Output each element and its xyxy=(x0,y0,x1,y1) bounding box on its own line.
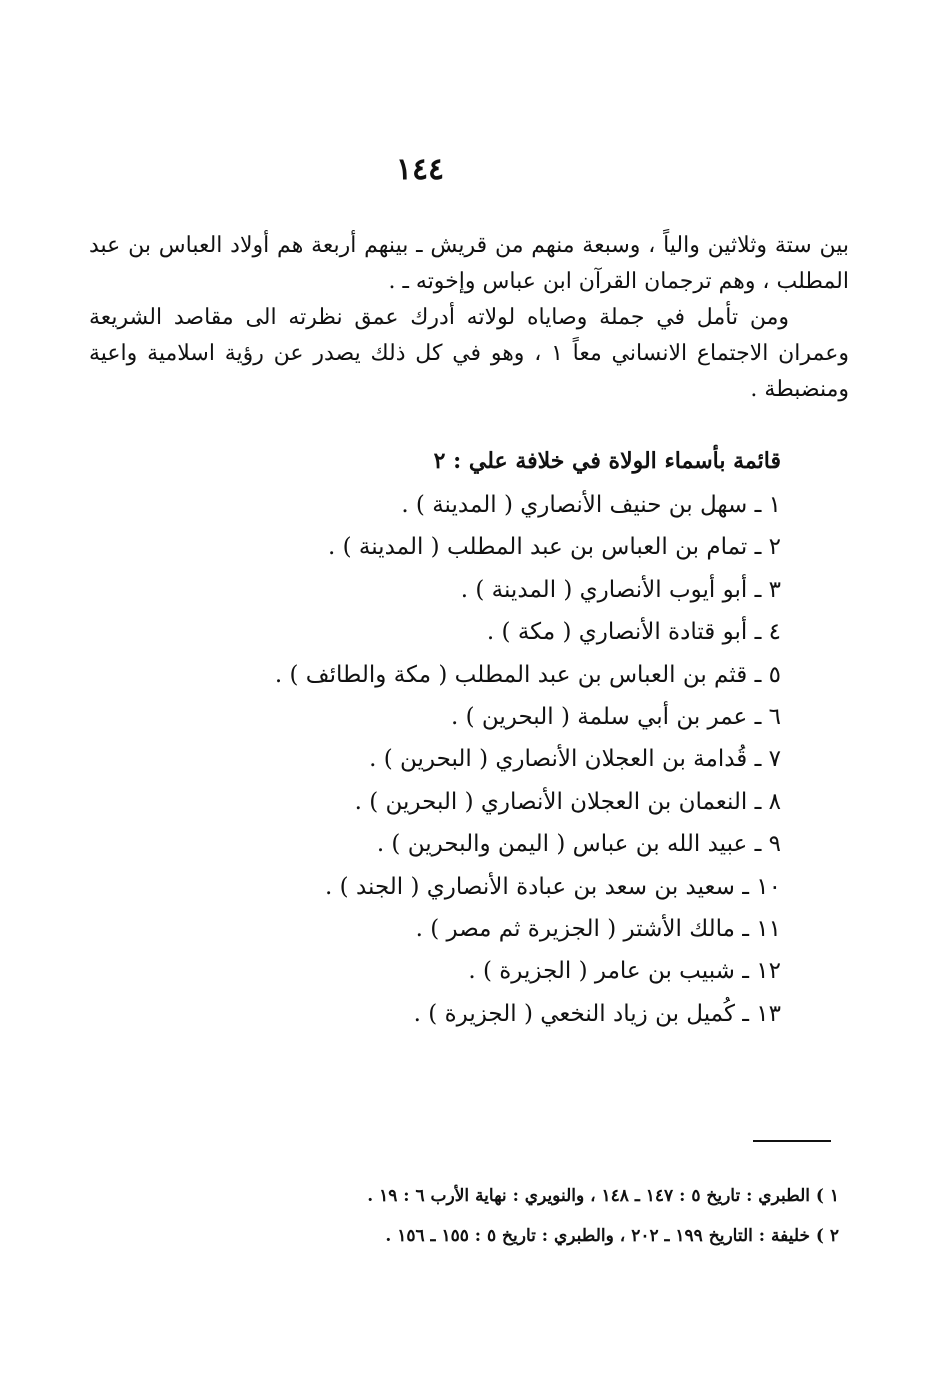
paragraph: ومن تأمل في جملة وصاياه لولاته أدرك عمق نظرته الى مقاصد الشريعة وعمران الاجتماع الانساني معاً ١ ، وهو في كل ذلك يصدر عن رؤية اسلامية واعية ومنضبطة . xyxy=(89,305,849,402)
footnote: ٢ ) خليفة : التاريخ ١٩٩ ـ ٢٠٢ ، والطبري : تاريخ ٥ : ١٥٥ ـ ١٥٦ . xyxy=(385,1226,839,1246)
footnote: ١ ) الطبري : تاريخ ٥ : ١٤٧ ـ ١٤٨ ، والنويري : نهاية الأرب ٦ : ١٩ . xyxy=(367,1186,839,1206)
list-item: ١ ـ سهل بن حنيف الأنصاري ( المدينة ) . xyxy=(401,492,781,518)
list-item: ٢ ـ تمام بن العباس بن عبد المطلب ( المدينة ) . xyxy=(328,534,781,561)
body-text xyxy=(89,228,849,408)
list-item: ٩ ـ عبيد الله بن عباس ( اليمن والبحرين ) . xyxy=(376,831,781,858)
footnotes xyxy=(367,1176,839,1256)
list-item: ١٢ ـ شبيب بن عامر ( الجزيرة ) . xyxy=(468,958,781,985)
list-heading: قائمة بأسماء الولاة في خلافة علي : ٢ xyxy=(433,448,781,474)
list-item: ٦ ـ عمر بن أبي سلمة ( البحرين ) . xyxy=(450,703,781,730)
list-item: ١٠ ـ سعيد بن سعد بن عبادة الأنصاري ( الجند ) . xyxy=(325,873,781,900)
list-item: ٧ ـ قُدامة بن العجلان الأنصاري ( البحرين ) . xyxy=(369,746,781,773)
list-item: ٨ ـ النعمان بن العجلان الأنصاري ( البحرين ) . xyxy=(354,788,781,815)
list-item: ٣ ـ أبو أيوب الأنصاري ( المدينة ) . xyxy=(460,576,781,603)
list-item: ١١ ـ مالك الأشتر ( الجزيرة ثم مصر ) . xyxy=(415,915,781,942)
governors-list xyxy=(275,484,781,1035)
list-item: ٤ ـ أبو قتادة الأنصاري ( مكة ) . xyxy=(486,619,781,646)
list-item: ٥ ـ قثم بن العباس بن عبد المطلب ( مكة والطائف ) . xyxy=(274,661,781,688)
paragraph: بين ستة وثلاثين والياً ، وسبعة منهم من قريش ـ بينهم أربعة هم أولاد العباس بن عبد المطلب ، وهم ترجمان القرآن ابن عباس وإخوته ـ . xyxy=(89,233,849,294)
footnote-divider xyxy=(753,1140,831,1142)
list-item: ١٣ ـ كُميل بن زياد النخعي ( الجزيرة ) . xyxy=(413,1000,781,1027)
page-number: ١٤٤ xyxy=(395,152,445,187)
